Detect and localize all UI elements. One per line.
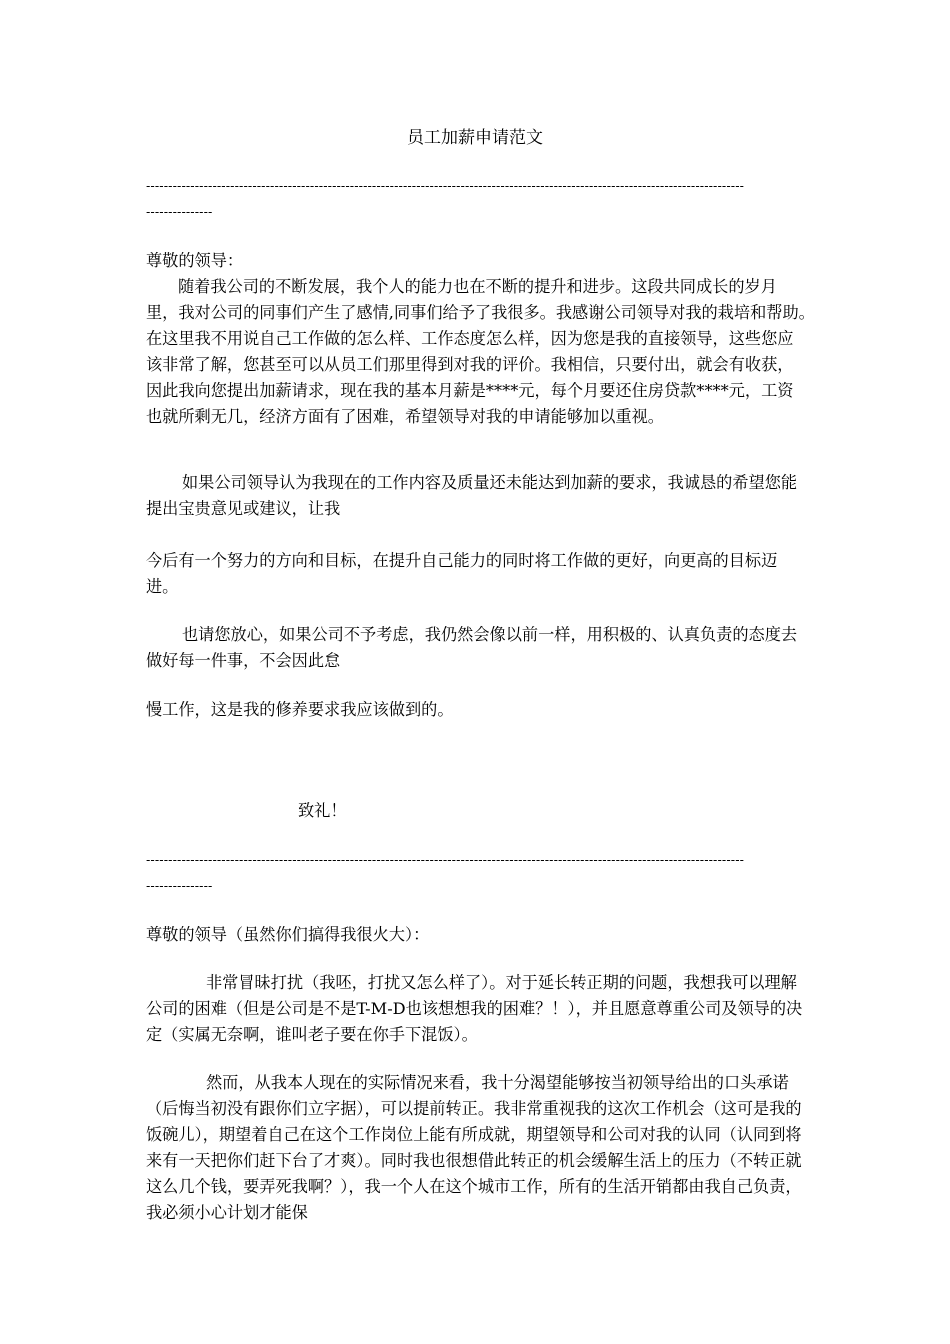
paragraph: 非常冒昧打扰（我呸，打扰又怎么样了）。对于延长转正期的问题，我想我可以理解公司的困难（但是公司是不是T-M-D也该想想我的困难？！），并且愿意尊重公司及领导的决定（实属无奈啊，谁叫老子要在你手下混饭）。 [146, 973, 803, 1044]
salutation: 尊敬的领导： [146, 251, 244, 270]
separator-rule [146, 173, 806, 225]
paragraph: 如果公司领导认为我现在的工作内容及质量还未能达到加薪的要求，我诚恳的希望您能提出宝贵意见或建议，让我 [146, 473, 798, 518]
separator-line: --------------------------------------------------------------------------------------------------------------------------------------- [146, 853, 745, 867]
paragraph: 随着我公司的不断发展，我个人的能力也在不断的提升和进步。这段共同成长的岁月里，我对公司的同事们产生了感情,同事们给予了我很多。我感谢公司领导对我的栽培和帮助。 在这里我不用说自己工作做的怎么样、工作态度怎么样，因为您是我的直接领导，这些您应该非常了解，您甚至可以从员工们那里得到对我的评价。我相信，只要付出，就会有收获，因此我向您提出加薪请求，现在我的基本月薪是****元，每个月要还住房贷款****元，工资也就所剩无几，经济方面有了困难，希望领导对我的申请能够加以重视。 [146, 277, 840, 426]
salutation: 尊敬的领导（虽然你们搞得我很火大）： [146, 925, 430, 944]
page-title: 员工加薪申请范文 [407, 128, 543, 148]
separator-rule [146, 847, 806, 899]
separator-line: --------------- [146, 879, 213, 893]
paragraph: 慢工作，这是我的修养要求我应该做到的。 [146, 700, 454, 719]
paragraph: 今后有一个努力的方向和目标，在提升自己能力的同时将工作做的更好，向更高的目标迈进。 [146, 551, 778, 596]
paragraph: 也请您放心，如果公司不予考虑，我仍然会像以前一样，用积极的、认真负责的态度去做好每一件事，不会因此怠 [146, 625, 798, 670]
separator-line: --------------------------------------------------------------------------------------------------------------------------------------- [146, 179, 745, 193]
paragraph: 然而，从我本人现在的实际情况来看，我十分渴望能够按当初领导给出的口头承诺（后悔当初没有跟你们立字据），可以提前转正。我非常重视我的这次工作机会（这可是我的饭碗儿），期望着自己在这个工作岗位上能有所成就，期望领导和公司对我的认同（认同到将来有一天把你们赶下台了才爽）。同时我也很想借此转正的机会缓解生活上的压力（不转正就这么几个钱，要弄死我啊？），我一个人在这个城市工作，所有的生活开销都由我自己负责，我必须小心计划才能保 [146, 1073, 802, 1222]
letter-1 [146, 248, 840, 430]
closing-line: 致礼！ [298, 801, 347, 820]
separator-line: --------------- [146, 205, 213, 219]
